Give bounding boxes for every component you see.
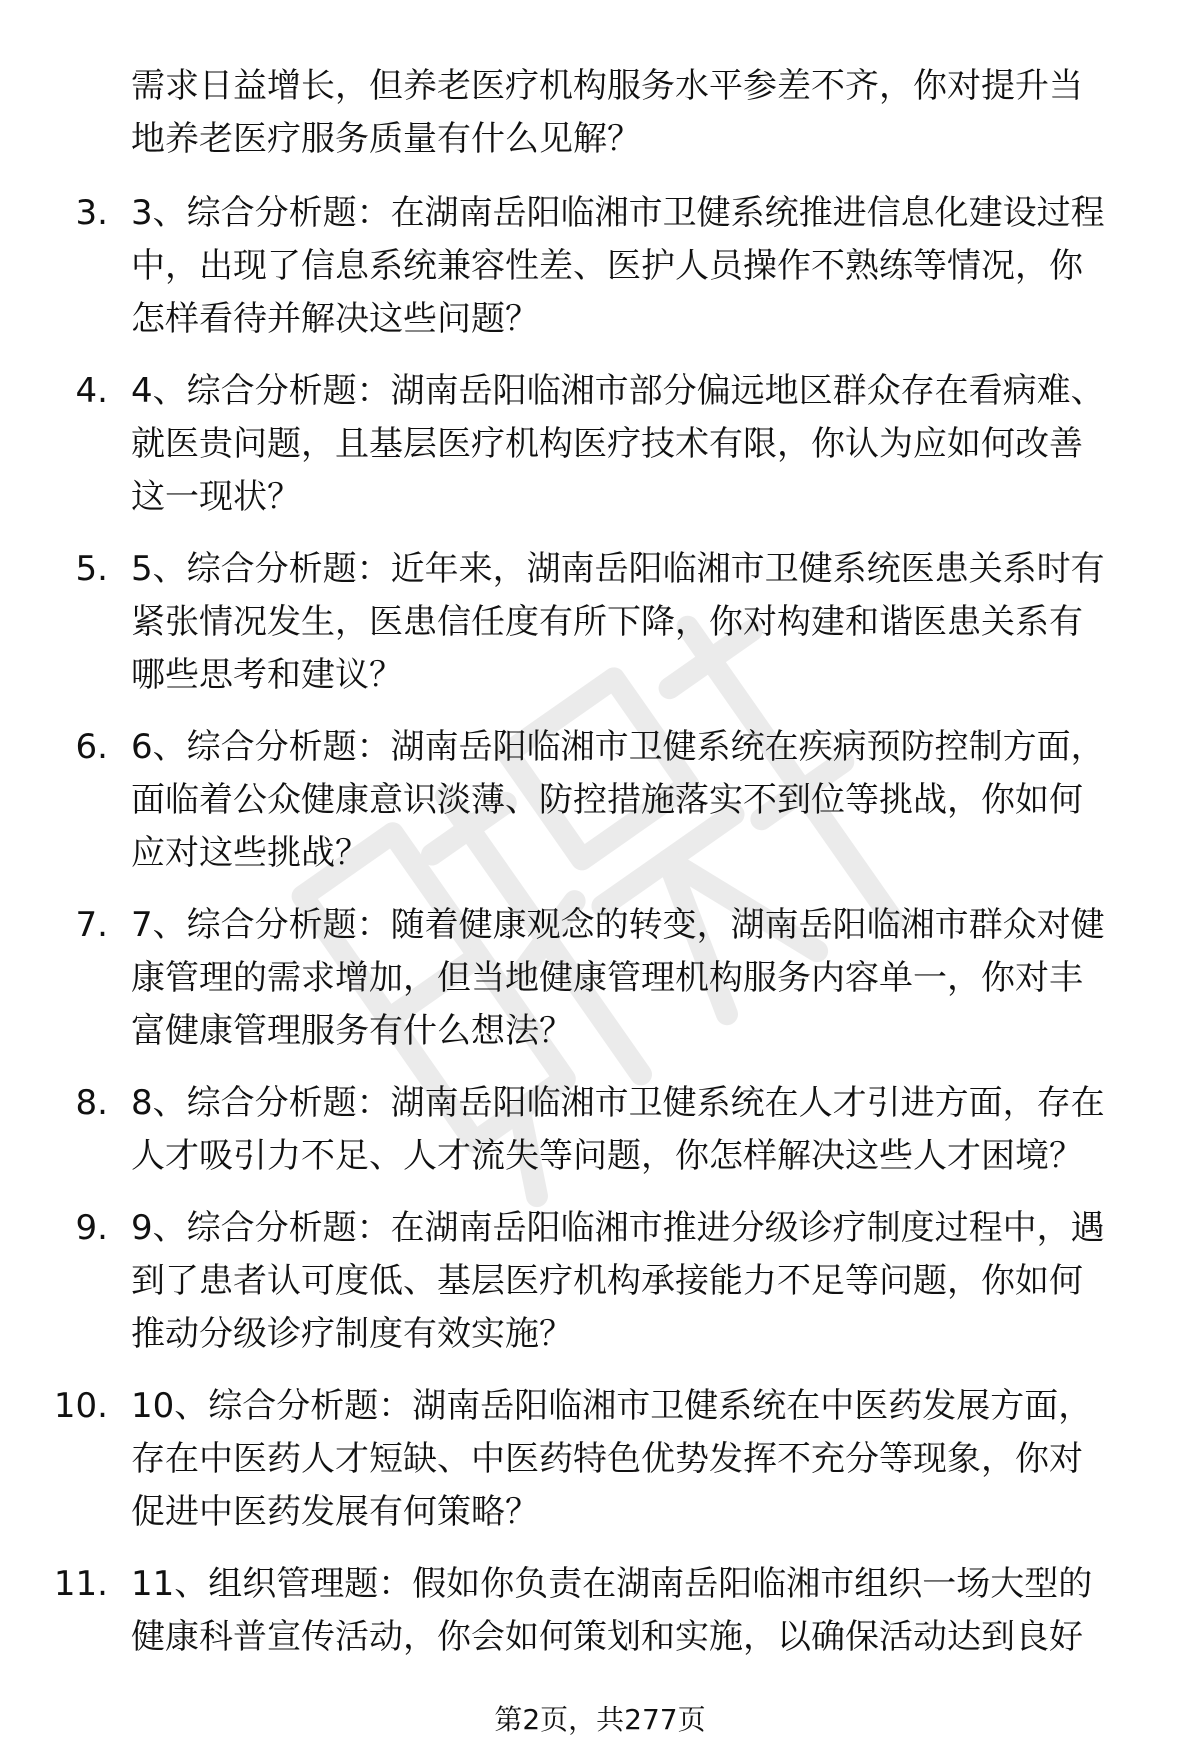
question-list [0,187,1200,1736]
text-line: 11、组织管理题：假如你负责在湖南岳阳临湘市组织一场大型的 [131,1564,1093,1604]
question-item-6 [0,721,1200,899]
question-item-7 [0,899,1200,1077]
page-footer: 第2页，共277页 [494,1703,706,1736]
text-line: 到了患者认可度低、基层医疗机构承接能力不足等问题，你如何 [131,1261,1083,1301]
text-line: 紧张情况发生，医患信任度有所下降，你对构建和谐医患关系有 [131,602,1083,642]
text-line: 人才吸引力不足、人才流失等问题，你怎样解决这些人才困境？ [131,1136,1083,1176]
question-text [131,1202,1171,1361]
question-number: 11. [53,1564,108,1604]
text-line: 就医贵问题，且基层医疗机构医疗技术有限，你认为应如何改善 [131,424,1083,464]
text-line: 8、综合分析题：湖南岳阳临湘市卫健系统在人才引进方面，存在 [131,1083,1105,1123]
text-line: 中，出现了信息系统兼容性差、医护人员操作不熟练等情况，你 [131,246,1083,286]
text-line: 哪些思考和建议？ [131,655,403,695]
text-line: 面临着公众健康意识淡薄、防控措施落实不到位等挑战，你如何 [131,780,1083,820]
text-line: 6、综合分析题：湖南岳阳临湘市卫健系统在疾病预防控制方面， [131,727,1105,767]
text-line: 富健康管理服务有什么想法？ [131,1011,573,1051]
question-text [131,1558,1171,1664]
text-line: 地养老医疗服务质量有什么见解？ [131,119,641,159]
question-item-9 [0,1202,1200,1380]
question-item-5 [0,543,1200,721]
text-line: 10、综合分析题：湖南岳阳临湘市卫健系统在中医药发展方面， [131,1386,1093,1426]
question-item-8 [0,1077,1200,1202]
question-number: 7. [75,905,108,945]
question-text [131,543,1171,702]
text-line: 5、综合分析题：近年来，湖南岳阳临湘市卫健系统医患关系时有 [131,549,1105,589]
text-line: 存在中医药人才短缺、中医药特色优势发挥不充分等现象，你对 [131,1439,1083,1479]
question-number: 3. [75,193,108,233]
text-line: 9、综合分析题：在湖南岳阳临湘市推进分级诊疗制度过程中，遇 [131,1208,1105,1248]
text-line: 推动分级诊疗制度有效实施？ [131,1314,573,1354]
question-number: 8. [75,1083,108,1123]
continuation-text [131,60,1171,166]
question-number: 4. [75,371,108,411]
text-line: 这一现状？ [131,477,301,517]
question-number: 6. [75,727,108,767]
text-line: 应对这些挑战？ [131,833,369,873]
text-line: 需求日益增长，但养老医疗机构服务水平参差不齐，你对提升当 [131,66,1083,106]
question-item-4 [0,365,1200,543]
question-text [131,1380,1171,1539]
text-line: 3、综合分析题：在湖南岳阳临湘市卫健系统推进信息化建设过程 [131,193,1105,233]
question-text [131,721,1171,880]
text-line: 康管理的需求增加，但当地健康管理机构服务内容单一，你对丰 [131,958,1083,998]
question-item-3 [0,187,1200,365]
text-line: 健康科普宣传活动，你会如何策划和实施，以确保活动达到良好 [131,1617,1083,1657]
question-number: 9. [75,1208,108,1248]
question-text [131,1077,1171,1183]
question-text [131,187,1171,346]
text-line: 4、综合分析题：湖南岳阳临湘市部分偏远地区群众存在看病难、 [131,371,1105,411]
question-number: 10. [53,1386,108,1426]
question-text [131,365,1171,524]
text-line: 促进中医药发展有何策略？ [131,1492,539,1532]
question-number: 5. [75,549,108,589]
text-line: 7、综合分析题：随着健康观念的转变，湖南岳阳临湘市群众对健 [131,905,1105,945]
text-line: 怎样看待并解决这些问题？ [131,299,539,339]
question-text [131,899,1171,1058]
question-item-10 [0,1380,1200,1558]
